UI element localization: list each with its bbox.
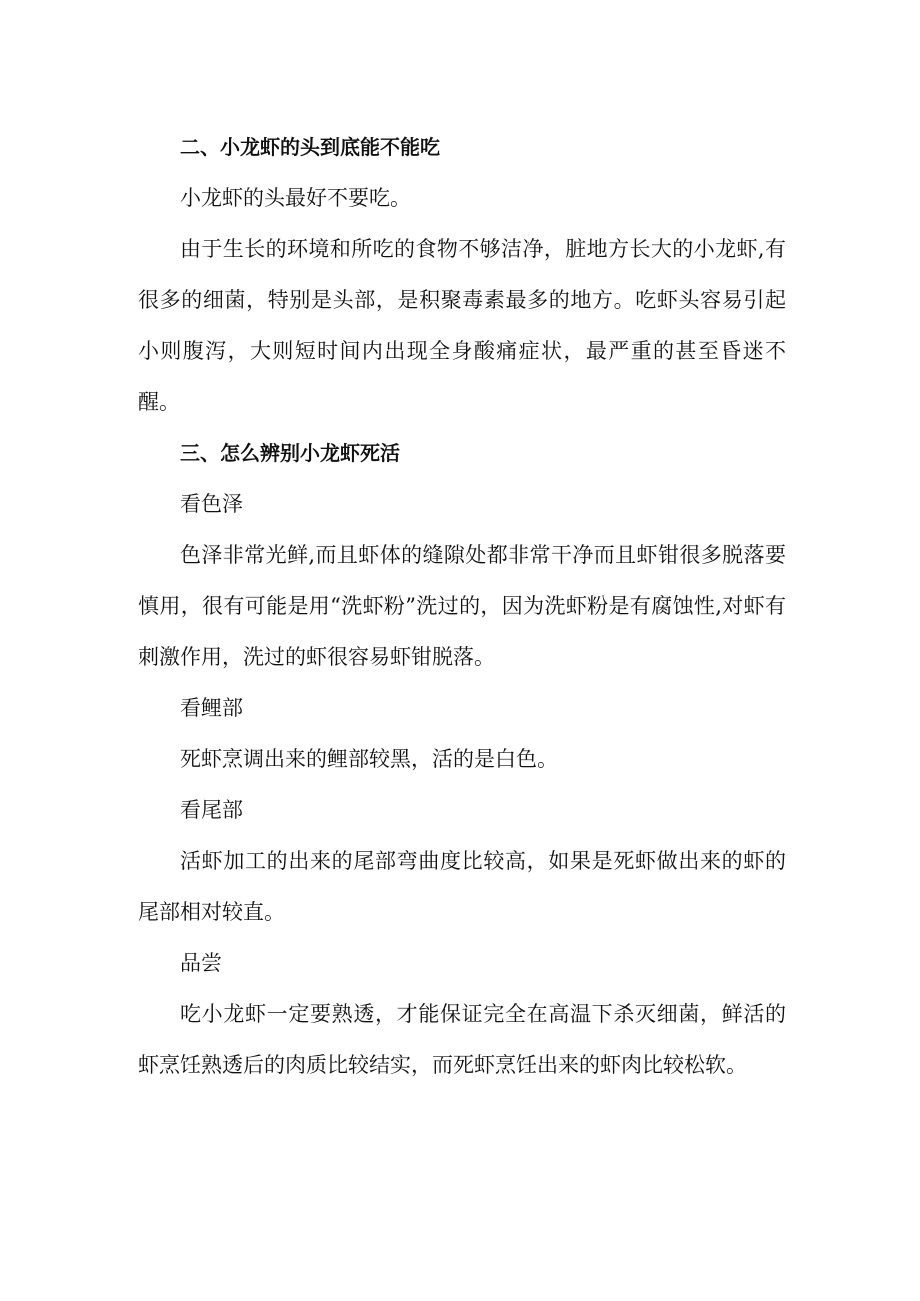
paragraph-gill: 死虾烹调出来的鲤部较黑，活的是白色。 [180,747,558,771]
paragraph-head-advice: 小龙虾的头最好不要吃。 [180,186,411,210]
paragraph-color: 色泽非常光鲜,而且虾体的缝隙处都非常干净而且虾钳很多脱落要慎用，很有可能是用“洗虾粉”洗过的，因为洗虾粉是有腐蚀性,对虾有刺激作用，洗过的虾很容易虾钳脱落。 [138,543,786,669]
subheading-taste: 品尝 [180,951,222,975]
paragraph-head-reason: 由于生长的环境和所吃的食物不够洁净，脏地方长大的小龙虾,有很多的细菌，特别是头部，是积聚毒素最多的地方。吃虾头容易引起小则腹泻，大则短时间内出现全身酸痛症状，最严重的甚至昏迷不醒。 [138,237,786,414]
section-heading-alive-or-dead: 三、怎么辨别小龙虾死活 [180,441,400,465]
paragraph-tail: 活虾加工的出来的尾部弯曲度比较高，如果是死虾做出来的虾的尾部相对较直。 [138,849,786,924]
paragraph-taste: 吃小龙虾一定要熟透，才能保证完全在高温下杀灭细菌，鲜活的虾烹饪熟透后的肉质比较结实，而死虾烹饪出来的虾肉比较松软。 [138,1002,786,1077]
document-content [138,122,786,1091]
subheading-tail: 看尾部 [180,798,243,822]
subheading-gill: 看鲤部 [180,696,243,720]
section-heading-head-edibility: 二、小龙虾的头到底能不能吃 [180,135,440,159]
subheading-color: 看色泽 [180,492,243,516]
